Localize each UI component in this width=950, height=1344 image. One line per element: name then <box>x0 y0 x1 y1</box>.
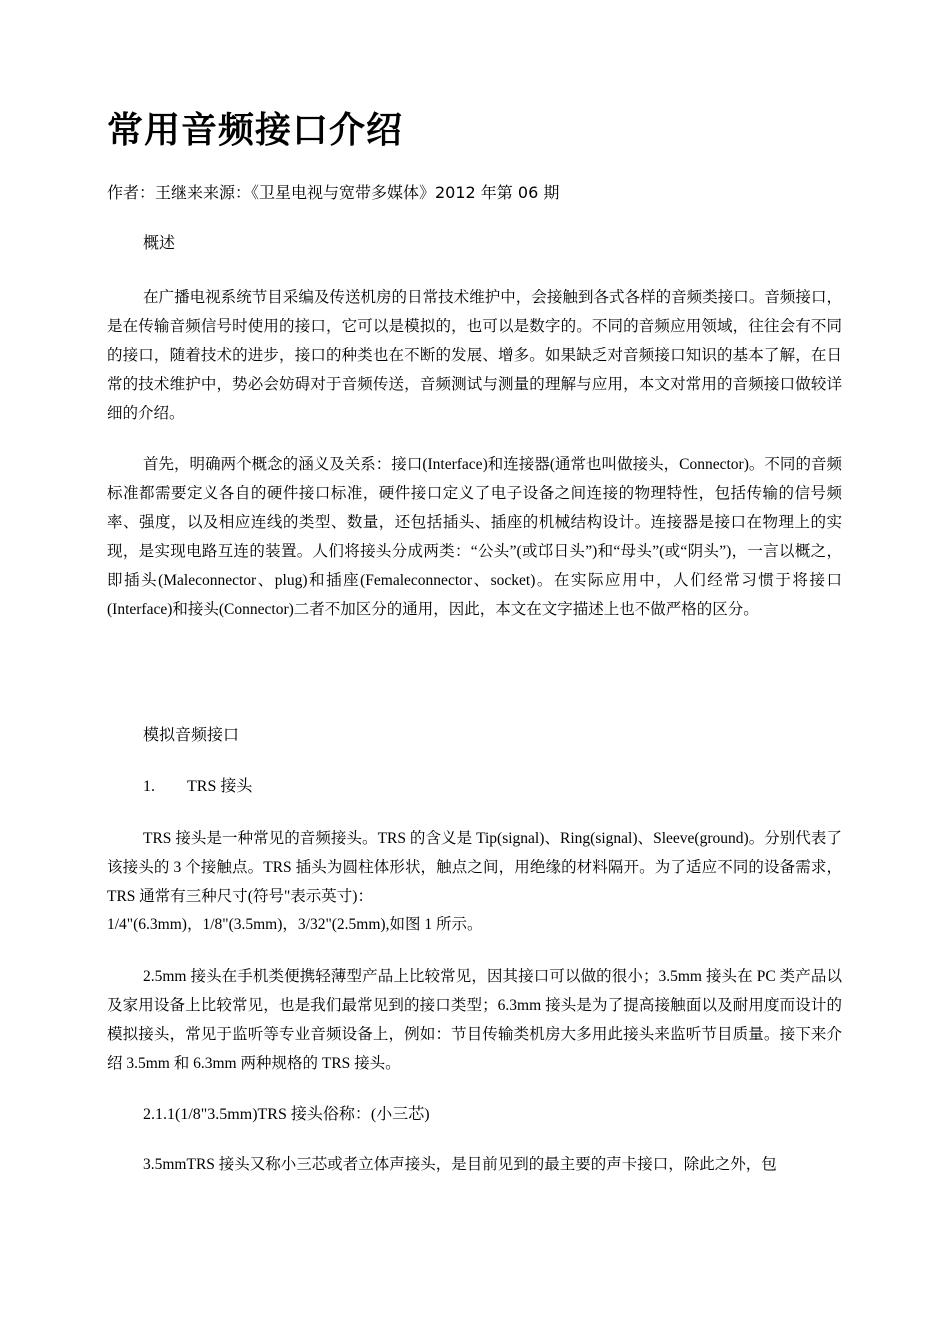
trs-sizes-line: 1/4"(6.3mm)，1/8"(3.5mm)，3/32"(2.5mm),如图 1 所示。 <box>107 916 483 933</box>
overview-paragraph: 在广播电视系统节目采编及传送机房的日常技术维护中，会接触到各式各样的音频类接口。音频接口，是在传输音频信号时使用的接口，它可以是模拟的，也可以是数字的。不同的音频应用领域，往往会有不同的接口，随着技术的进步，接口的种类也在不断的发展、增多。如果缺乏对音频接口知识的基本了解，在日常的技术维护中，势必会妨碍对于音频传送，音频测试与测量的理解与应用，本文对常用的音频接口做较详细的介绍。 <box>107 288 842 422</box>
concept-paragraph: 首先，明确两个概念的涵义及关系：接口(Interface)和连接器(通常也叫做接头，Connector)。不同的音频标准都需要定义各自的硬件接口标准，硬件接口定义了电子设备之间连接的物理特性，包括传输的信号频率、强度，以及相应连线的类型、数量，还包括插头、插座的机械结构设计。连接器是接口在物理上的实现，是实现电路互连的装置。人们将接头分成两类：“公头”(或邙日头”)和“母头”(或“阴头”)，一言以概之，即插头(Maleconnector、plug)和插座(Femaleconnector、socket)。在实际应用中，人们经常习惯于将接口(Interface)和接头(Connector)二者不加区分的通用，因此，本文在文字描述上也不做严格的区分。 <box>107 456 842 618</box>
author-source-line: 作者：王继来来源：《卫星电视与宽带多媒体》2012 年第 06 期 <box>107 183 560 202</box>
trs-usage-paragraph: 2.5mm 接头在手机类便携轻薄型产品上比较常见，因其接口可以做的很小；3.5mm 接头在 PC 类产品以及家用设备上比较常见，也是我们最常见到的接口类型；6.3mm 接头是为了提高接触面以及耐用度而设计的模拟接头，常见于监听等专业音频设备上，例如：节目传输类机房大多用此接头来监听节目质量。接下来介绍 3.5mm 和 6.3mm 两种规格的 TRS 接头。 <box>107 968 842 1072</box>
trs-35mm-paragraph: 3.5mmTRS 接头又称小三芯或者立体声接头，是目前见到的最主要的声卡接口，除此之外，包 <box>143 1156 777 1173</box>
page-title: 常用音频接口介绍 <box>107 110 404 151</box>
trs-intro-paragraph: TRS 接头是一种常见的音频接头。TRS 的含义是 Tip(signal)、Ring(signal)、Sleeve(ground)。分别代表了该接头的 3 个接触点。TRS 插头为圆柱体形状，触点之间，用绝缘的材料隔开。为了适应不同的设备需求，TRS 通常有三种尺寸(符号"表示英寸)： <box>107 830 842 905</box>
list-item-number: 1. <box>143 778 155 795</box>
trs-35mm-subheading: 2.1.1(1/8"3.5mm)TRS 接头俗称：(小三芯) <box>143 1106 430 1123</box>
list-item-label: TRS 接头 <box>187 778 253 795</box>
analog-interface-heading: 模拟音频接口 <box>143 725 240 744</box>
overview-heading: 概述 <box>143 233 176 252</box>
trs-list-item <box>143 773 252 800</box>
